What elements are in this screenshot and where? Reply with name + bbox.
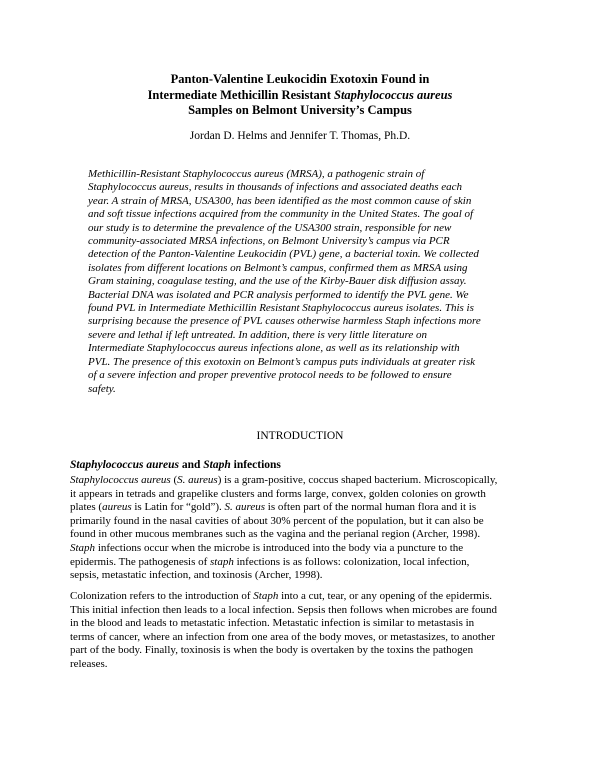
paragraph-line: in the blood and leads to metastatic infection. Metastatic infection is similar to metastasis in bbox=[70, 617, 475, 630]
abstract-line: safety. bbox=[88, 382, 116, 395]
abstract-line: community-associated MRSA infections, on Belmont University’s campus via PCR bbox=[88, 235, 450, 248]
abstract-line: of a severe infection and proper preventive protocol needs to be followed to ensure bbox=[88, 369, 452, 382]
abstract-line: Gram staining, coagulase testing, and the use of the Kirby-Bauer disk diffusion assay. bbox=[88, 275, 467, 288]
section-heading-introduction: INTRODUCTION bbox=[256, 430, 344, 442]
paragraph-line: found in other mucous membranes such as the vagina and the perianal region (Archer, 1998). bbox=[70, 528, 481, 541]
paragraph-line: releases. bbox=[70, 657, 108, 670]
paragraph-line: plates (aureus is Latin for “gold”). S. aureus is often part of the normal human flora and it is bbox=[70, 501, 477, 514]
author-line: Jordan D. Helms and Jennifer T. Thomas, Ph.D. bbox=[189, 130, 411, 142]
paragraph-2 bbox=[70, 590, 540, 672]
paragraph-line: epidermis. The pathogenesis of staph infections is as follows: colonization, local infection, bbox=[70, 555, 470, 568]
paragraph-1 bbox=[70, 474, 540, 583]
paragraph-line: Colonization refers to the introduction of Staph into a cut, tear, or any opening of the epidermis. bbox=[70, 590, 493, 602]
paragraph-line: primarily found in the nasal cavities of about 30% percent of the population, but it can also be bbox=[70, 514, 484, 527]
title-line-1: Panton-Valentine Leukocidin Exotoxin Found in bbox=[170, 72, 430, 86]
paragraph-line: it appears in tetrads and grapelike clusters and forms large, convex, golden colonies on growth bbox=[70, 487, 486, 500]
abstract bbox=[88, 168, 524, 396]
paragraph-line: terms of cancer, where an infection from one area of the body moves, or metastasizes, to another bbox=[70, 630, 496, 643]
abstract-line: found PVL in Intermediate Methicillin Resistant Staphylococcus aureus isolates. This is bbox=[88, 302, 474, 315]
abstract-line: Staphylococcus aureus, results in thousands of infections and associated deaths each bbox=[88, 181, 463, 194]
abstract-line: Intermediate Staphylococcus aureus infections alone, as well as its relationship with bbox=[88, 342, 460, 355]
paragraph-line: sepsis, metastatic infection, and toxinosis (Archer, 1998). bbox=[70, 569, 323, 582]
abstract-line: PVL. The presence of this exotoxin on Belmont’s campus puts individuals at greater risk bbox=[88, 355, 475, 368]
paragraph-line: part of the body. Finally, toxinosis is when the body is overtaken by the toxins the pathogen bbox=[70, 644, 474, 657]
paper-title bbox=[0, 72, 600, 119]
abstract-line: our study is to determine the prevalence of the USA300 strain, responsible for new bbox=[88, 221, 452, 234]
abstract-line: surprising because the presence of PVL causes otherwise harmless Staph infections more bbox=[88, 315, 481, 328]
paragraph-line: This initial infection then leads to a local infection. Sepsis then follows when microbes are found bbox=[70, 603, 498, 616]
title-line-2: Intermediate Methicillin Resistant Staphylococcus aureus bbox=[147, 87, 453, 102]
paragraph-line: Staph infections occur when the microbe is introduced into the body via a puncture to the bbox=[70, 541, 464, 554]
abstract-line: year. A strain of MRSA, USA300, has been identified as the most common cause of skin bbox=[88, 194, 472, 207]
abstract-line: Bacterial DNA was isolated and PCR analysis performed to identify the PVL gene. We bbox=[88, 288, 469, 301]
abstract-line: severe and lethal if left untreated. In addition, there is very little literature on bbox=[88, 328, 427, 341]
abstract-line: Methicillin-Resistant Staphylococcus aureus (MRSA), a pathogenic strain of bbox=[88, 168, 425, 180]
paragraph-line: Staphylococcus aureus (S. aureus) is a gram-positive, coccus shaped bacterium. Microscopically, bbox=[70, 474, 498, 486]
abstract-line: and soft tissue infections acquired from the community in the United States. The goal of bbox=[88, 208, 474, 221]
title-line-3: Samples on Belmont University’s Campus bbox=[188, 103, 412, 117]
subheading: Staphylococcus aureus and Staph infections bbox=[70, 459, 281, 471]
abstract-line: isolates from different locations on Belmont’s campus, confirmed them as MRSA using bbox=[88, 261, 468, 274]
title-species: Staphylococcus aureus bbox=[334, 87, 453, 102]
abstract-line: detection of the Panton-Valentine Leukocidin (PVL) gene, a bacterial toxin. We collected bbox=[88, 248, 479, 261]
